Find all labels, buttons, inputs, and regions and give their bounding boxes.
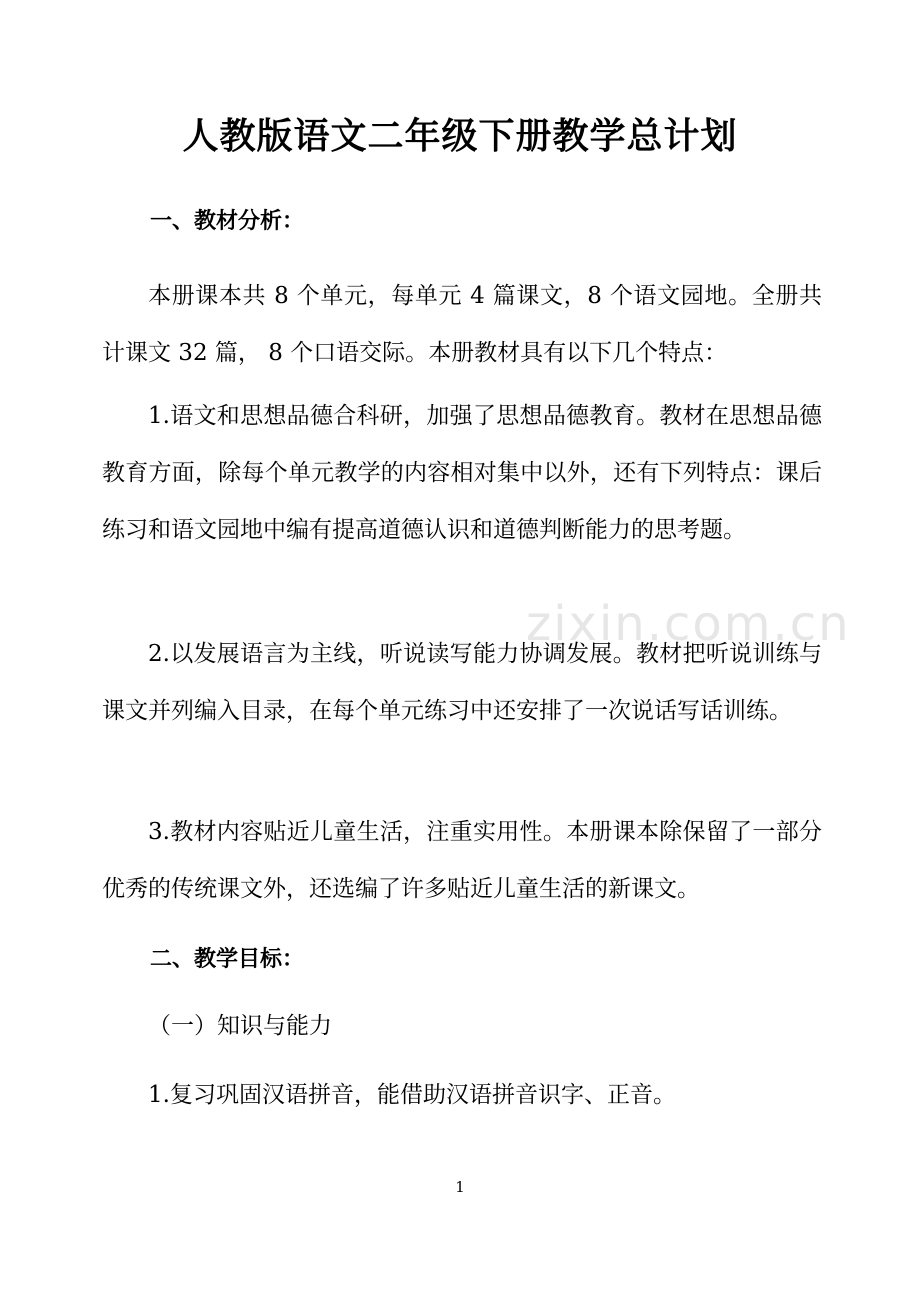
paragraph-point-3: 3.教材内容贴近儿童生活，注重实用性。本册课本除保留了一部分优秀的传统课文外，还选编了许多贴近儿童生活的新课文。 <box>102 819 822 902</box>
section-heading-textbook-analysis: 一、教材分析： <box>150 209 305 234</box>
paragraph-point-2: 2.以发展语言为主线，听说读写能力协调发展。教材把听说训练与课文并列编入目录，在每个单元练习中还安排了一次说话写话训练。 <box>102 641 822 724</box>
paragraph-point-1: 1.语文和思想品德合科研，加强了思想品德教育。教材在思想品德教育方面，除每个单元教学的内容相对集中以外，还有下列特点：课后练习和语文园地中编有提高道德认识和道德判断能力的思考题。 <box>102 403 822 543</box>
page-number: 1 <box>455 1178 465 1196</box>
paragraph-intro: 本册课本共 8 个单元，每单元 4 篇课文，8 个语文园地。全册共计课文 32 篇， 8 个口语交际。本册教材具有以下几个特点： <box>102 283 822 366</box>
watermark: zixin.com.cn <box>526 596 851 652</box>
page-title: 人教版语文二年级下册教学总计划 <box>182 116 738 157</box>
subsection-heading-knowledge: （一）知识与能力 <box>148 1013 332 1039</box>
paragraph-goal-1: 1.复习巩固汉语拼音，能借助汉语拼音识字、正音。 <box>148 1082 676 1108</box>
section-heading-teaching-goals: 二、教学目标： <box>150 947 305 972</box>
